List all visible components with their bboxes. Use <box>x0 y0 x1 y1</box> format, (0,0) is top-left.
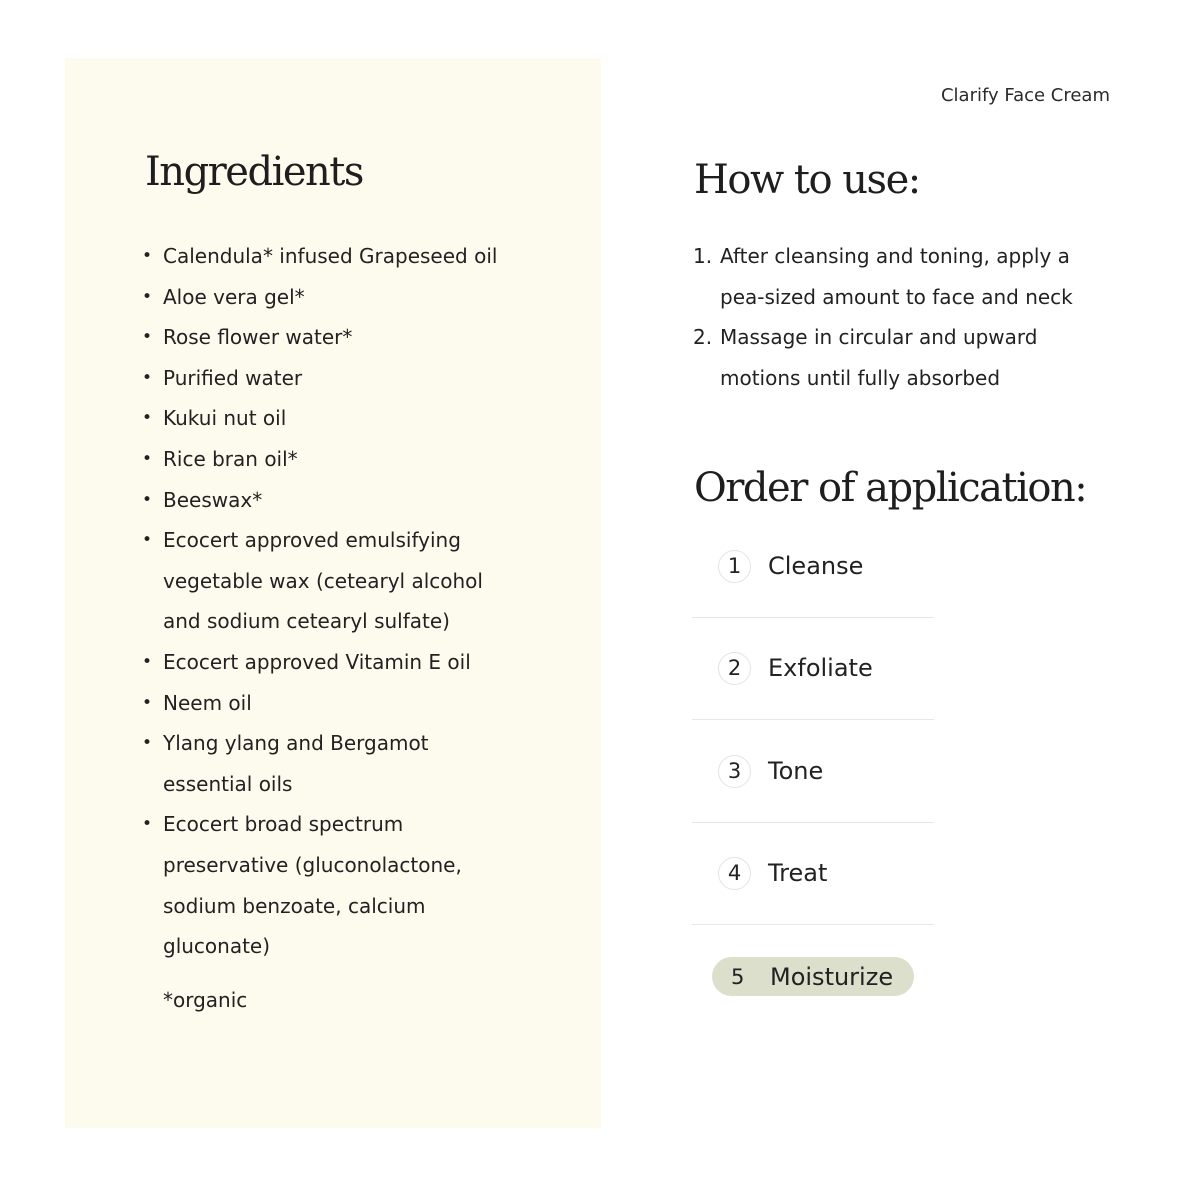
ingredient-item: • Neem oil <box>140 683 520 724</box>
ingredient-item: • Ecocert broad spectrum preservative (gluconolactone, sodium benzoate, calcium gluconate) <box>140 804 520 966</box>
how-to-use-step <box>693 317 1073 398</box>
step-number-badge: 2 <box>718 652 751 685</box>
order-step-treat <box>718 855 827 891</box>
ingredient-item: • Purified water <box>140 358 520 399</box>
how-to-use-step-text: Massage in circular and upward motions until fully absorbed <box>720 325 1038 390</box>
step-number-badge: 1 <box>718 550 751 583</box>
step-divider <box>692 719 934 720</box>
step-label: Cleanse <box>768 552 864 580</box>
how-to-use-step-text: After cleansing and toning, apply a pea-sized amount to face and neck <box>720 244 1073 309</box>
step-divider <box>692 924 934 925</box>
step-label: Moisturize <box>770 962 894 991</box>
step-label: Exfoliate <box>768 654 873 682</box>
organic-footnote: *organic <box>163 988 248 1012</box>
ingredient-item: • Ylang ylang and Bergamot essential oils <box>140 723 520 804</box>
ingredient-list <box>140 236 520 967</box>
order-of-application-title: Order of application: <box>694 465 1087 511</box>
how-to-use-step <box>693 236 1073 317</box>
step-number: 5 <box>731 964 745 989</box>
ingredient-item: • Rose flower water* <box>140 317 520 358</box>
step-divider <box>692 822 934 823</box>
ingredient-item: • Aloe vera gel* <box>140 277 520 318</box>
ingredient-item: • Kukui nut oil <box>140 398 520 439</box>
product-name: Clarify Face Cream <box>940 85 1110 106</box>
order-step-exfoliate <box>718 650 873 686</box>
ingredient-item: • Ecocert approved emulsifying vegetable wax (cetearyl alcohol and sodium cetearyl sulfate) <box>140 520 520 642</box>
ingredient-item: • Beeswax* <box>140 480 520 521</box>
how-to-use-step-number: 2. <box>693 325 713 350</box>
order-step-tone <box>718 753 823 789</box>
order-step-moisturize-highlighted <box>712 957 914 996</box>
step-label: Treat <box>768 859 828 887</box>
ingredients-title: Ingredients <box>145 149 363 195</box>
ingredient-item: • Rice bran oil* <box>140 439 520 480</box>
step-divider <box>692 617 934 618</box>
ingredients-panel <box>65 58 601 1128</box>
ingredient-item: • Ecocert approved Vitamin E oil <box>140 642 520 683</box>
how-to-use-list <box>693 236 1073 398</box>
step-number-badge: 3 <box>718 755 751 788</box>
how-to-use-title: How to use: <box>694 157 920 203</box>
ingredient-item: • Calendula* infused Grapeseed oil <box>140 236 520 277</box>
how-to-use-step-number: 1. <box>693 244 713 268</box>
step-label: Tone <box>768 757 824 785</box>
order-step-cleanse <box>718 548 863 584</box>
step-number-badge: 4 <box>718 857 751 890</box>
